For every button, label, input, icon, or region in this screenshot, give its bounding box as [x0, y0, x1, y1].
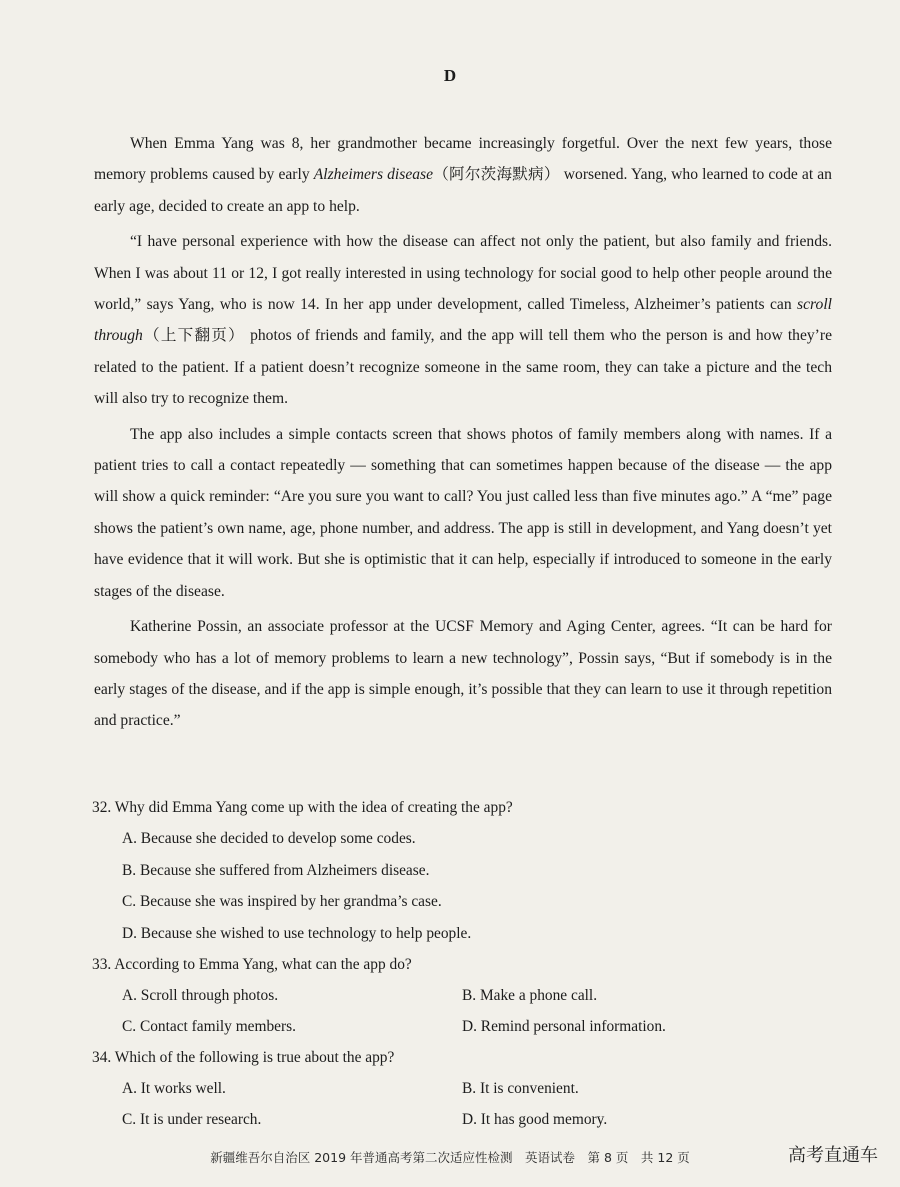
option-c: C. Because she was inspired by her grandma’s case.	[122, 893, 442, 910]
option-d: D. It has good memory.	[462, 1111, 608, 1128]
option-grid	[92, 1073, 832, 1135]
term-scroll-through-cn: （上下翻页）	[142, 327, 245, 345]
question-stem: 32. Why did Emma Yang come up with the idea of creating the app?	[92, 799, 513, 816]
question-34	[92, 1042, 832, 1135]
reading-passage	[94, 128, 832, 741]
passage-paragraph-3: The app also includes a simple contacts screen that shows photos of family members along with names. If a patient tries to call a contact repeatedly — something that can sometimes happen because of the disease — the app will show a quick reminder: “Are you sure you want to call? You just called less than five minutes ago.” A “me” page shows the patient’s own name, age, phone number, and address. The app is still in development, and Yang doesn’t yet have evidence that it will work. But she is optimistic that it can help, especially if introduced to someone in the early stages of the disease.	[94, 425, 832, 600]
watermark-logo: 高考直通车	[788, 1145, 878, 1166]
option-grid	[92, 980, 832, 1042]
term-scroll-through: scroll through	[94, 296, 832, 345]
question-33	[92, 949, 832, 1042]
option-a: A. Because she decided to develop some codes.	[122, 830, 416, 847]
page-footer: 新疆维吾尔自治区 2019 年普通高考第二次适应性检测 英语试卷 第 8 页 共 12 页	[210, 1150, 690, 1165]
section-letter: D	[443, 66, 457, 85]
passage-paragraph-1: When Emma Yang was 8, her grandmother became increasingly forgetful. Over the next few years, those memory problems caused by early Alzheimers disease（阿尔茨海默病） worsened. Yang, who learned to code at an early age, decided to create an app to help.	[94, 135, 832, 215]
option-c: C. Contact family members.	[122, 1018, 296, 1035]
option-b: B. It is convenient.	[462, 1080, 579, 1097]
question-stem: 34. Which of the following is true about the app?	[92, 1049, 395, 1066]
option-d: D. Because she wished to use technology to help people.	[122, 924, 472, 942]
term-alzheimers-cn: （阿尔茨海默病）	[433, 166, 560, 184]
option-a: A. It works well.	[122, 1080, 226, 1097]
option-a: A. Scroll through photos.	[122, 987, 279, 1004]
option-c: C. It is under research.	[122, 1111, 262, 1128]
term-alzheimers: Alzheimers disease	[313, 166, 434, 184]
passage-paragraph-2: “I have personal experience with how the disease can affect not only the patient, but also family and friends. When I was about 11 or 12, I got really interested in using technology for social good to help other people around the world,” says Yang, who is now 14. In her app under development, called Timeless, Alzheimer’s patients can scroll through（上下翻页） photos of friends and family, and the app will tell them who the person is and how they’re related to the patient. If a patient doesn’t recognize someone in the same room, they can take a picture and the tech will also try to recognize them.	[94, 233, 832, 408]
question-stem: 33. According to Emma Yang, what can the app do?	[92, 956, 412, 973]
question-32	[92, 792, 832, 949]
question-list	[92, 792, 832, 1135]
option-d: D. Remind personal information.	[462, 1018, 666, 1035]
option-b: B. Make a phone call.	[462, 987, 598, 1004]
option-b: B. Because she suffered from Alzheimers disease.	[122, 861, 430, 879]
passage-paragraph-4: Katherine Possin, an associate professor at the UCSF Memory and Aging Center, agrees. “It can be hard for somebody who has a lot of memory problems to learn a new technology”, Possin says, “But if somebody is in the early stages of the disease, and if the app is simple enough, it’s possible that they can learn to use it through repetition and practice.”	[94, 618, 832, 730]
